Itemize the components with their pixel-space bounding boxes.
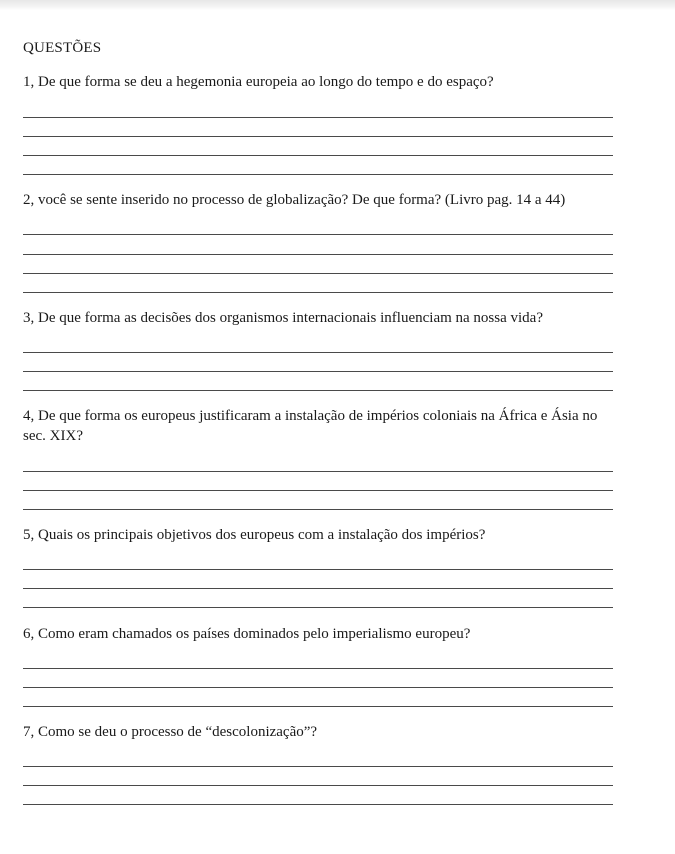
answer-line-2-2[interactable] bbox=[23, 254, 613, 255]
answer-line-3-1[interactable] bbox=[23, 352, 613, 353]
answer-line-6-2[interactable] bbox=[23, 687, 613, 688]
answer-line-5-2[interactable] bbox=[23, 588, 613, 589]
question-7: 7, Como se deu o processo de “descolonização”? bbox=[23, 724, 318, 740]
question-2: 2, você se sente inserido no processo de globalização? De que forma? (Livro pag. 14 a 44) bbox=[23, 192, 566, 208]
answer-line-6-1[interactable] bbox=[23, 668, 613, 669]
answer-line-6-3[interactable] bbox=[23, 706, 613, 707]
question-4: 4, De que forma os europeus justificaram a instalação de impérios coloniais na África e Ásia no sec. XIX? bbox=[23, 408, 598, 444]
answer-line-2-3[interactable] bbox=[23, 273, 613, 274]
answer-line-1-3[interactable] bbox=[23, 155, 613, 156]
answer-line-3-2[interactable] bbox=[23, 371, 613, 372]
answer-line-4-1[interactable] bbox=[23, 471, 613, 472]
question-3: 3, De que forma as decisões dos organismos internacionais influenciam na nossa vida? bbox=[23, 310, 543, 326]
question-5: 5, Quais os principais objetivos dos europeus com a instalação dos impérios? bbox=[23, 527, 486, 543]
answer-line-7-1[interactable] bbox=[23, 766, 613, 767]
answer-line-2-4[interactable] bbox=[23, 292, 613, 293]
answer-line-7-3[interactable] bbox=[23, 804, 613, 805]
scan-top-edge bbox=[0, 0, 675, 10]
page-heading: QUESTÕES bbox=[23, 40, 102, 56]
answer-line-4-3[interactable] bbox=[23, 509, 613, 510]
answer-line-2-1[interactable] bbox=[23, 234, 613, 235]
answer-line-5-1[interactable] bbox=[23, 569, 613, 570]
answer-line-3-3[interactable] bbox=[23, 390, 613, 391]
answer-line-4-2[interactable] bbox=[23, 490, 613, 491]
answer-line-5-3[interactable] bbox=[23, 607, 613, 608]
answer-line-1-1[interactable] bbox=[23, 117, 613, 118]
answer-line-7-2[interactable] bbox=[23, 785, 613, 786]
question-6: 6, Como eram chamados os países dominados pelo imperialismo europeu? bbox=[23, 626, 471, 642]
answer-line-1-4[interactable] bbox=[23, 174, 613, 175]
question-1: 1, De que forma se deu a hegemonia europeia ao longo do tempo e do espaço? bbox=[23, 74, 494, 90]
answer-line-1-2[interactable] bbox=[23, 136, 613, 137]
